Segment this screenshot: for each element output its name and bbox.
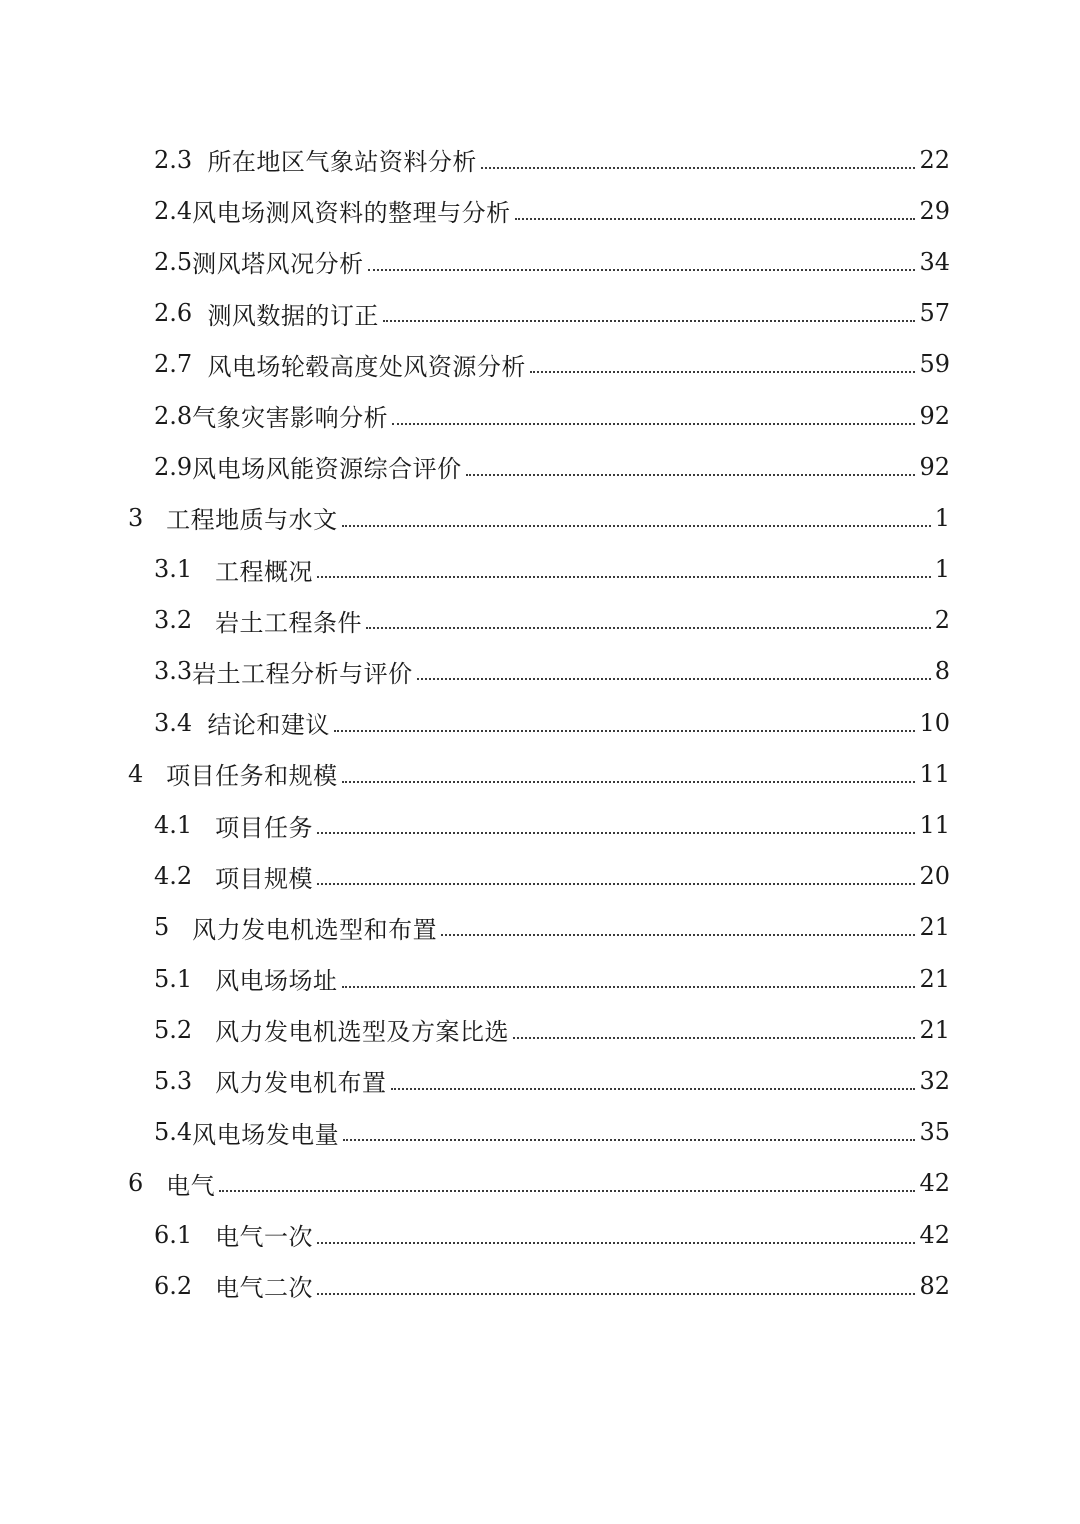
toc-entry-number: 2.5	[154, 247, 193, 276]
toc-entry[interactable]	[0, 441, 950, 492]
toc-entry-page-number: 11	[919, 811, 950, 840]
toc-entry-title: 项目任务和规模	[166, 762, 338, 791]
toc-entry-title: 风电场风能资源综合评价	[192, 455, 462, 484]
toc-entry-page-number: 59	[919, 350, 950, 379]
toc-entry[interactable]	[0, 595, 950, 646]
toc-entry-title: 风电场轮毂高度处风资源分析	[207, 352, 526, 381]
toc-entry-page-number: 8	[934, 657, 950, 686]
toc-entry-number: 5.1	[154, 964, 216, 993]
toc-entry-page-number: 42	[919, 1220, 950, 1249]
toc-entry-title: 项目规模	[215, 864, 314, 893]
toc-dot-leader	[317, 832, 915, 834]
toc-entry-number: 2.9	[154, 452, 193, 481]
toc-entry-page-number: 21	[919, 1015, 950, 1044]
toc-dot-leader	[391, 1088, 916, 1090]
toc-dot-leader	[392, 423, 915, 425]
toc-entry[interactable]	[0, 799, 950, 850]
toc-entry-page-number: 22	[919, 145, 950, 174]
toc-entry-page-number: 1	[934, 503, 950, 532]
toc-entry[interactable]	[0, 339, 950, 390]
toc-entry-page-number: 35	[919, 1118, 950, 1147]
toc-entry[interactable]	[0, 390, 950, 441]
toc-entry-title: 岩土工程分析与评价	[192, 659, 413, 688]
toc-entry-title: 测风塔风况分析	[192, 250, 364, 279]
toc-dot-leader	[530, 371, 916, 373]
toc-dot-leader	[513, 1037, 915, 1039]
toc-entry[interactable]	[0, 1209, 950, 1260]
toc-entry[interactable]	[0, 902, 950, 953]
toc-entry-title: 岩土工程条件	[215, 608, 363, 637]
toc-entry-page-number: 92	[919, 452, 950, 481]
toc-entry-number: 3.4	[154, 708, 208, 737]
toc-dot-leader	[441, 934, 915, 936]
toc-dot-leader	[342, 781, 916, 783]
toc-entry-title: 所在地区气象站资料分析	[207, 148, 477, 177]
toc-dot-leader	[343, 1139, 915, 1141]
toc-entry-title: 测风数据的订正	[207, 301, 379, 330]
toc-dot-leader	[342, 986, 916, 988]
toc-entry-page-number: 57	[919, 299, 950, 328]
toc-entry[interactable]	[0, 1107, 950, 1158]
toc-entry[interactable]	[0, 185, 950, 236]
toc-dot-leader	[481, 167, 916, 169]
toc-entry[interactable]	[0, 748, 950, 799]
table-of-contents	[0, 134, 1080, 1311]
toc-entry-page-number: 34	[919, 247, 950, 276]
toc-entry[interactable]	[0, 1260, 950, 1311]
toc-entry-page-number: 10	[919, 708, 950, 737]
toc-entry-number: 3.1	[154, 555, 216, 584]
toc-entry-title: 工程概况	[215, 557, 314, 586]
toc-dot-leader	[383, 320, 916, 322]
toc-entry-page-number: 21	[919, 913, 950, 942]
toc-entry-title: 电气二次	[215, 1274, 314, 1303]
toc-entry-number: 5.4	[154, 1118, 193, 1147]
toc-entry[interactable]	[0, 953, 950, 1004]
toc-entry-page-number: 20	[919, 862, 950, 891]
toc-dot-leader	[219, 1190, 915, 1192]
toc-entry[interactable]	[0, 646, 950, 697]
toc-dot-leader	[334, 730, 916, 732]
toc-entry-title: 项目任务	[215, 813, 314, 842]
toc-entry-title: 风力发电机选型和布置	[192, 915, 438, 944]
toc-entry[interactable]	[0, 236, 950, 287]
toc-entry-title: 风电场测风资料的整理与分析	[192, 199, 511, 228]
toc-entry[interactable]	[0, 544, 950, 595]
toc-entry-number: 3	[128, 503, 167, 532]
toc-entry-page-number: 92	[919, 401, 950, 430]
toc-entry-page-number: 29	[919, 196, 950, 225]
toc-entry-page-number: 32	[919, 1066, 950, 1095]
toc-entry[interactable]	[0, 288, 950, 339]
toc-entry[interactable]	[0, 492, 950, 543]
toc-entry-page-number: 1	[934, 555, 950, 584]
toc-entry-title: 结论和建议	[207, 711, 330, 740]
toc-entry[interactable]	[0, 697, 950, 748]
toc-entry-number: 4.2	[154, 862, 216, 891]
toc-entry-title: 电气	[166, 1171, 216, 1200]
toc-entry-number: 5.3	[154, 1066, 216, 1095]
toc-entry-number: 3.2	[154, 606, 216, 635]
toc-entry-title: 气象灾害影响分析	[192, 404, 389, 433]
toc-dot-leader	[317, 883, 915, 885]
toc-entry-number: 2.6	[154, 299, 208, 328]
toc-entry-page-number: 2	[934, 606, 950, 635]
toc-entry-number: 2.4	[154, 196, 193, 225]
toc-entry-page-number: 82	[919, 1271, 950, 1300]
toc-entry-number: 5	[154, 913, 193, 942]
toc-dot-leader	[417, 678, 931, 680]
toc-entry-number: 6	[128, 1169, 167, 1198]
toc-entry-page-number: 11	[919, 759, 950, 788]
toc-entry-title: 风电场发电量	[192, 1120, 340, 1149]
toc-dot-leader	[466, 474, 916, 476]
toc-entry-title: 风力发电机选型及方案比选	[215, 1018, 510, 1047]
toc-entry-title: 风电场场址	[215, 967, 338, 996]
toc-entry-title: 电气一次	[215, 1223, 314, 1252]
toc-entry-number: 2.3	[154, 145, 208, 174]
toc-entry-number: 3.3	[154, 657, 193, 686]
toc-entry-number: 2.8	[154, 401, 193, 430]
toc-dot-leader	[342, 525, 931, 527]
toc-entry-title: 风力发电机布置	[215, 1069, 387, 1098]
toc-entry[interactable]	[0, 134, 950, 185]
toc-dot-leader	[515, 218, 916, 220]
toc-entry[interactable]	[0, 1004, 950, 1055]
toc-entry-number: 6.2	[154, 1271, 216, 1300]
toc-entry-page-number: 21	[919, 964, 950, 993]
toc-entry-page-number: 42	[919, 1169, 950, 1198]
toc-entry[interactable]	[0, 851, 950, 902]
toc-dot-leader	[366, 627, 931, 629]
toc-entry-title: 工程地质与水文	[166, 506, 338, 535]
toc-dot-leader	[317, 576, 931, 578]
toc-entry-number: 6.1	[154, 1220, 216, 1249]
toc-entry[interactable]	[0, 1055, 950, 1106]
toc-entry-number: 2.7	[154, 350, 208, 379]
toc-entry-number: 4.1	[154, 811, 216, 840]
toc-entry-number: 5.2	[154, 1015, 216, 1044]
toc-dot-leader	[317, 1242, 915, 1244]
toc-entry-number: 4	[128, 759, 167, 788]
toc-dot-leader	[317, 1293, 915, 1295]
toc-dot-leader	[368, 269, 916, 271]
toc-entry[interactable]	[0, 1158, 950, 1209]
